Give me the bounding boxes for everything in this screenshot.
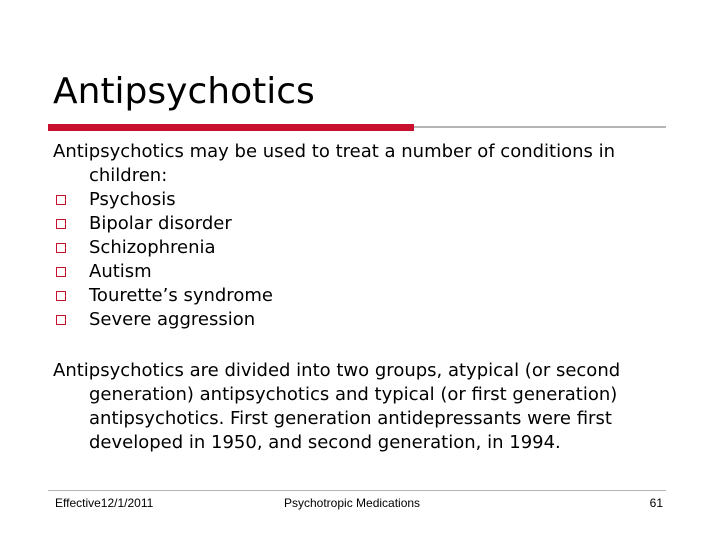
title-rule-accent xyxy=(48,124,414,131)
square-bullet-icon xyxy=(56,243,66,253)
square-bullet-icon xyxy=(56,267,66,277)
conditions-list xyxy=(53,188,673,332)
square-bullet-icon xyxy=(56,315,66,325)
square-bullet-icon xyxy=(56,195,66,205)
list-item: Autism xyxy=(53,260,673,284)
intro-text: Antipsychotics may be used to treat a number of conditions in children: xyxy=(53,141,616,186)
list-item: Bipolar disorder xyxy=(53,212,673,236)
footer xyxy=(48,490,666,510)
footer-effective-date: Effective12/1/2011 xyxy=(55,496,154,510)
square-bullet-icon xyxy=(56,291,66,301)
list-item: Schizophrenia xyxy=(53,236,673,260)
footer-title: Psychotropic Medications xyxy=(284,496,421,510)
slide-body xyxy=(53,140,673,455)
title-rule-gray xyxy=(414,126,666,128)
groups-paragraph: Antipsychotics are divided into two groups, atypical (or second generation) antipsychotics and typical (or first generation) antipsychotics. First generation antidepressants were first developed in 1950, and second generation, in 1994. xyxy=(53,360,621,453)
square-bullet-icon xyxy=(56,219,66,229)
page-number: 61 xyxy=(649,496,663,510)
list-item: Severe aggression xyxy=(53,308,673,332)
list-item: Tourette’s syndrome xyxy=(53,284,673,308)
slide-title: Antipsychotics xyxy=(53,71,315,112)
list-item: Psychosis xyxy=(53,188,673,212)
